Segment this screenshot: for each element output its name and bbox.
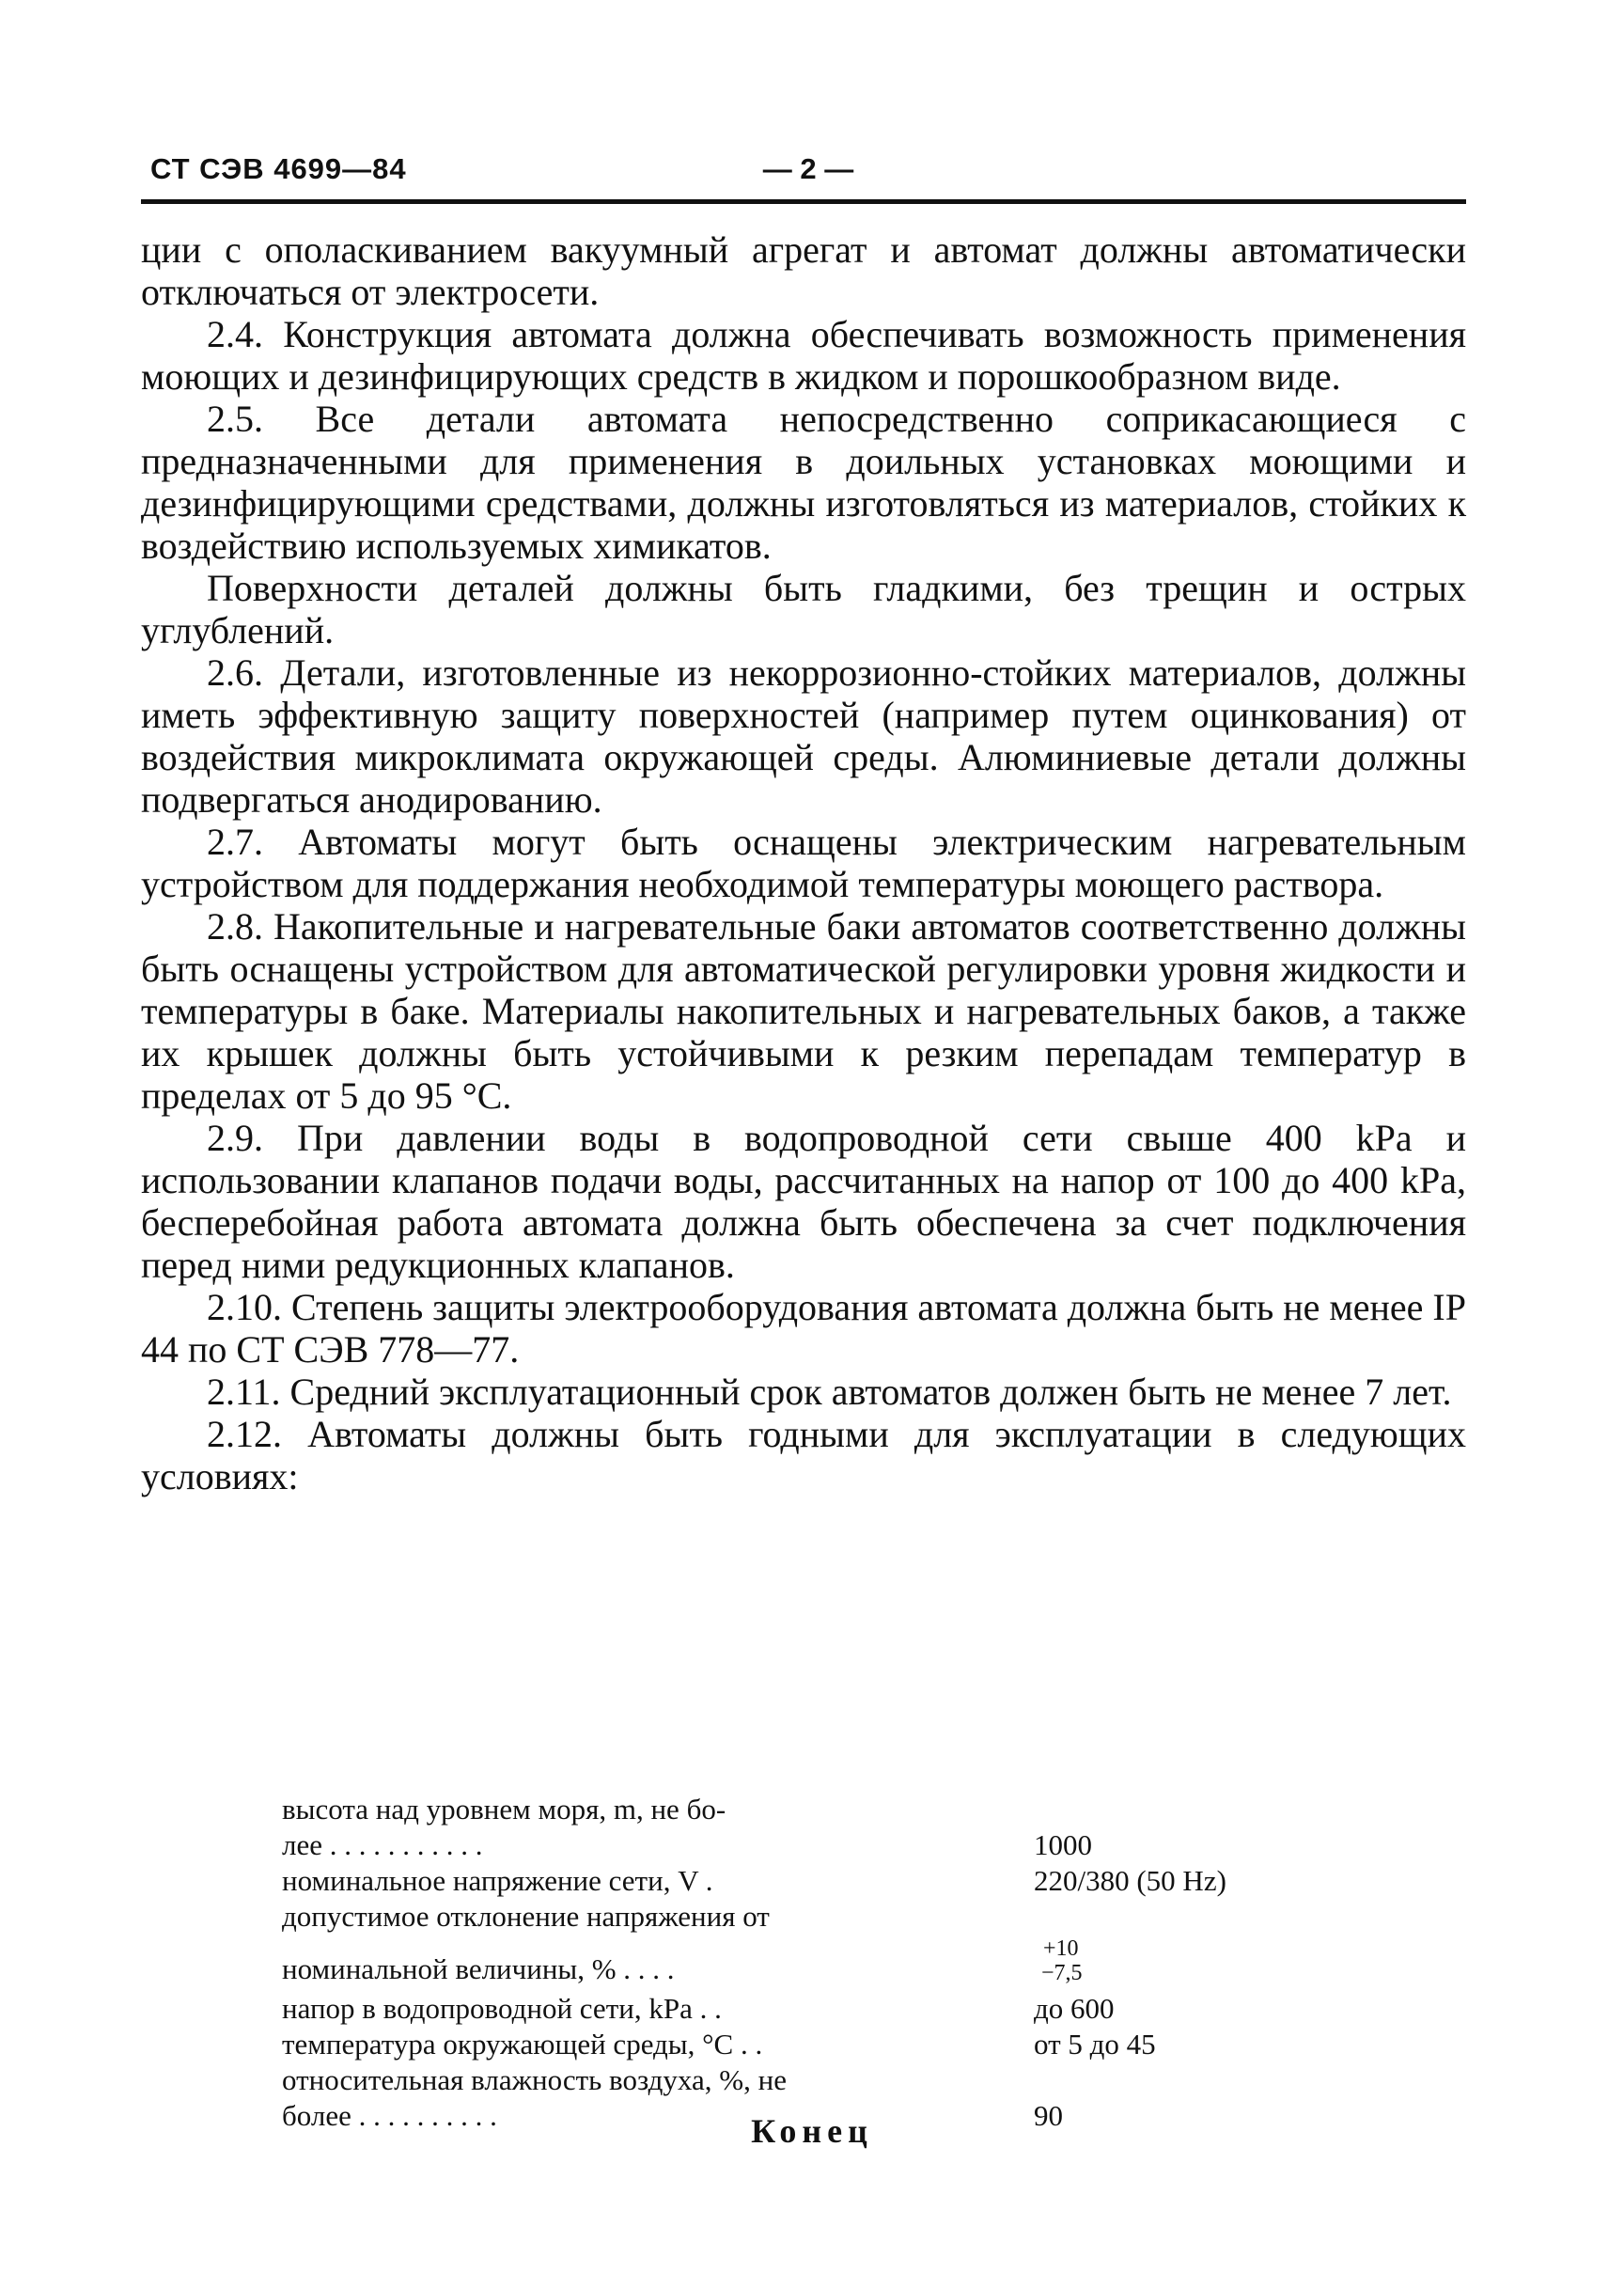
condition-label-line: температура окружающей среды, °С . .	[282, 2028, 763, 2061]
operating-conditions-table	[282, 1792, 1316, 2134]
condition-value: 90	[1034, 2099, 1063, 2132]
condition-row	[282, 1863, 1316, 1899]
header-rule	[141, 199, 1466, 204]
condition-label-line: высота над уровнем моря, m, не бо-	[282, 1793, 726, 1826]
condition-row	[282, 1935, 1316, 1991]
body-text	[141, 228, 1466, 1497]
tolerance-lower: −7,5	[1041, 1961, 1083, 1985]
paragraph: 2.8. Накопительные и нагревательные баки автоматов соответственно должны быть оснащены устройством для автоматической регулировки уровня жидкости и температуры в баке. Материалы накопительных и нагревательных баков, а также их крышек должны быть устойчивыми к резким перепадам температур в пределах от 5 до 95 °С.	[141, 905, 1466, 1117]
condition-value: от 5 до 45	[1034, 2028, 1156, 2061]
paragraph: 2.7. Автоматы могут быть оснащены электрическим нагревательным устройством для поддержания необходимой температуры моющего раствора.	[141, 821, 1466, 905]
paragraph: 2.5. Все детали автомата непосредственно соприкасающиеся с предназначенными для применения в доильных установках моющими и дезинфицирующими средствами, должны изготовляться из материалов, стойких к воздействию используемых химикатов.	[141, 398, 1466, 567]
paragraph: 2.11. Средний эксплуатационный срок автоматов должен быть не менее 7 лет.	[207, 1371, 1452, 1413]
condition-label-line: лее . . . . . . . . . . .	[282, 1828, 483, 1861]
paragraph: ции с ополаскиванием вакуумный агрегат и автомат должны автоматически отключаться от электросети.	[141, 228, 1466, 313]
condition-label	[282, 1991, 1034, 2027]
tolerance-value	[1034, 1935, 1147, 1991]
condition-label	[282, 1899, 1034, 1935]
condition-label-line: напор в водопроводной сети, kPa . .	[282, 1992, 722, 2025]
condition-value: 220/380 (50 Hz)	[1034, 1864, 1226, 1897]
paragraph: 2.12. Автоматы должны быть годными для эксплуатации в следующих условиях:	[141, 1413, 1466, 1497]
condition-label	[282, 2027, 1034, 2062]
condition-label-line: более . . . . . . . . . .	[282, 2099, 497, 2132]
condition-row	[282, 1991, 1316, 2027]
condition-value: 1000	[1034, 1828, 1092, 1861]
condition-label-line: номинальной величины, % . . . .	[282, 1952, 675, 1985]
document-end-mark: Конец	[751, 2112, 873, 2150]
condition-label	[282, 1863, 1034, 1899]
condition-label	[282, 1792, 1034, 1863]
condition-label-line: допустимое отклонение напряжения от	[282, 1900, 770, 1933]
paragraph: 2.9. При давлении воды в водопроводной сети свыше 400 kPa и использовании клапанов подачи воды, рассчитанных на напор от 100 до 400 kPa, бесперебойная работа автомата должна быть обеспечена за счет подключения перед ними редукционных клапанов.	[141, 1117, 1466, 1286]
paragraph: 2.6. Детали, изготовленные из некоррозионно-стойких материалов, должны иметь эффективную защиту поверхностей (например путем оцинкования) от воздействия микроклимата окружающей среды. Алюминиевые детали должны подвергаться анодированию.	[141, 651, 1466, 821]
page-header	[150, 152, 1466, 199]
condition-label-line: относительная влажность воздуха, %, не	[282, 2063, 787, 2096]
condition-row	[282, 2027, 1316, 2062]
tolerance-upper: +10	[1043, 1936, 1079, 1961]
document-code: СТ СЭВ 4699—84	[150, 152, 407, 185]
condition-value: до 600	[1034, 1992, 1115, 2025]
page-number: — 2 —	[762, 152, 854, 185]
condition-label-line: номинальное напряжение сети, V .	[282, 1864, 713, 1897]
condition-label	[282, 1935, 1034, 1987]
paragraph: Поверхности деталей должны быть гладкими, без трещин и острых углублений.	[141, 567, 1466, 651]
paragraph: 2.4. Конструкция автомата должна обеспечивать возможность применения моющих и дезинфицирующих средств в жидком и порошкообразном виде.	[141, 313, 1466, 398]
condition-row	[282, 1899, 1316, 1935]
paragraph: 2.10. Степень защиты электрооборудования автомата должна быть не менее IP 44 по СТ СЭВ 778—77.	[141, 1286, 1466, 1371]
condition-row	[282, 1792, 1316, 1863]
